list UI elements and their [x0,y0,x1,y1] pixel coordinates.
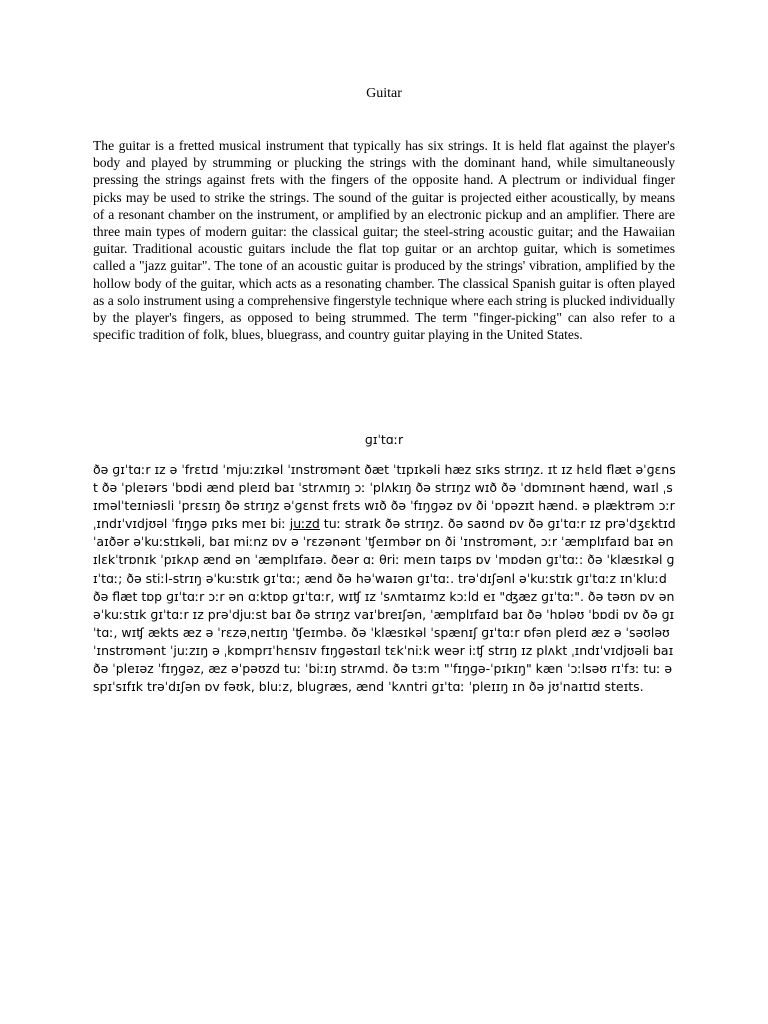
body-paragraph: The guitar is a fretted musical instrument that typically has six strings. It is held flat against the player's body and played by strumming or plucking the strings with the dominant hand, while simultaneously pressing the strings against frets with the fingers of the opposite hand. A plectrum or individual finger picks may be used to strike the strings. The sound of the guitar is projected either acoustically, by means of a resonant chamber on the instrument, or amplified by an electronic pickup and an amplifier. There are three main types of modern guitar: the classical guitar; the steel-string acoustic guitar; and the Hawaiian guitar. Traditional acoustic guitars include the flat top guitar or an archtop guitar, which is sometimes called a "jazz guitar". The tone of an acoustic guitar is produced by the strings' vibration, amplified by the hollow body of the guitar, which acts as a resonating chamber. The classical Spanish guitar is often played as a solo instrument using a comprehensive fingerstyle technique where each string is plucked individually by the player's fingers, as opposed to being strummed. The term "finger-picking" can also refer to a specific tradition of folk, blues, bluegrass, and country guitar playing in the United States. [93,138,675,343]
ipa-paragraph [93,461,677,696]
ipa-underlined-word: juːzd [289,516,320,532]
document-title: Guitar [366,86,402,101]
ipa-text-part-2: tuː straɪk ðə strɪŋz. ðə saʊnd ɒv ðə ɡɪˈtɑːr ɪz prəˈdʒɛktɪd ˈaɪðər əˈkuːstɪkəli, baɪ miːnz ɒv ə ˈrɛzənənt ˈʧeɪmbər ɒn ði ˈɪnstrʊmənt, ɔːr ˈæmplɪfaɪd baɪ ən ɪlɛkˈtrɒnɪk ˈpɪkʌp ænd ən ˈæmplɪfaɪə. ðeər ɑː θriː meɪn taɪps ɒv ˈmɒdən ɡɪˈtɑː: ðə ˈklæsɪkəl ɡɪˈtɑː; ðə stiːl-strɪŋ əˈkuːstɪk ɡɪˈtɑː; ænd ðə həˈwaɪən ɡɪˈtɑː. trəˈdɪʃənl əˈkuːstɪk ɡɪˈtɑːz ɪnˈkluːd ðə flæt tɒp ɡɪˈtɑːr ɔːr ən ɑːktɒp ɡɪˈtɑːr, wɪʧ ɪz ˈsʌmtaɪmz kɔːld eɪ "ʤæz ɡɪˈtɑː". ðə təʊn ɒv ən əˈkuːstɪk ɡɪˈtɑːr ɪz prəˈdjuːst baɪ ðə strɪŋz vaɪˈbreɪʃən, ˈæmplɪfaɪd baɪ ðə ˈhɒləʊ ˈbɒdi ɒv ðə ɡɪˈtɑː, wɪʧ ækts æz ə ˈrɛzəˌneɪtɪŋ ˈʧeɪmbə. ðə ˈklæsɪkəl ˈspænɪʃ ɡɪˈtɑːr ɒfən pleɪd æz ə ˈsəʊləʊ ˈɪnstrʊmənt ˈjuːzɪŋ ə ˌkɒmprɪˈhɛnsɪv fɪŋɡəstɑɪl tɛkˈniːk weər iːʧ strɪŋ ɪz plʌkt ˌɪndɪˈvɪdjʊəli baɪ ðə ˈpleɪəz ˈfɪŋɡəz, æz əˈpəʊzd tuː ˈbiːɪŋ strʌmd. ðə tɜːm "ˈfɪŋɡə-ˈpɪkɪŋ" kæn ˈɔːlsəʊ rɪˈfɜː tuː ə spɪˈsɪfɪk trəˈdɪʃən ɒv fəʊk, bluːz, bluɡræs, ænd ˈkʌntri ɡɪˈtɑː ˈpleɪɪŋ ɪn ðə jʊˈnaɪtɪd steɪts. [93,516,676,695]
ipa-text-part-1: ðə ɡɪˈtɑːr ɪz ə ˈfrɛtɪd ˈmjuːzɪkəl ˈɪnstrʊmənt ðæt ˈtɪpɪkəli hæz sɪks strɪŋz. ɪt ɪz hɛld flæt əˈɡɛnst ðə ˈpleɪərs ˈbɒdi ænd pleɪd baɪ ˈstrʌmɪŋ ɔː ˈplʌkɪŋ ðə strɪŋz wɪð ðə ˈdɒmɪnənt hænd, waɪl ˌsɪməlˈteɪniəsli ˈprɛsɪŋ ðə strɪŋz əˈɡɛnst frɛts wɪð ðə ˈfɪŋɡəz ɒv ði ˈɒpəzɪt hænd. ə plæktrəm ɔːr ˌɪndɪˈvɪdjʊəl ˈfɪŋɡə pɪks meɪ biː [93,462,676,532]
ipa-title: ɡɪˈtɑːr [364,432,404,447]
